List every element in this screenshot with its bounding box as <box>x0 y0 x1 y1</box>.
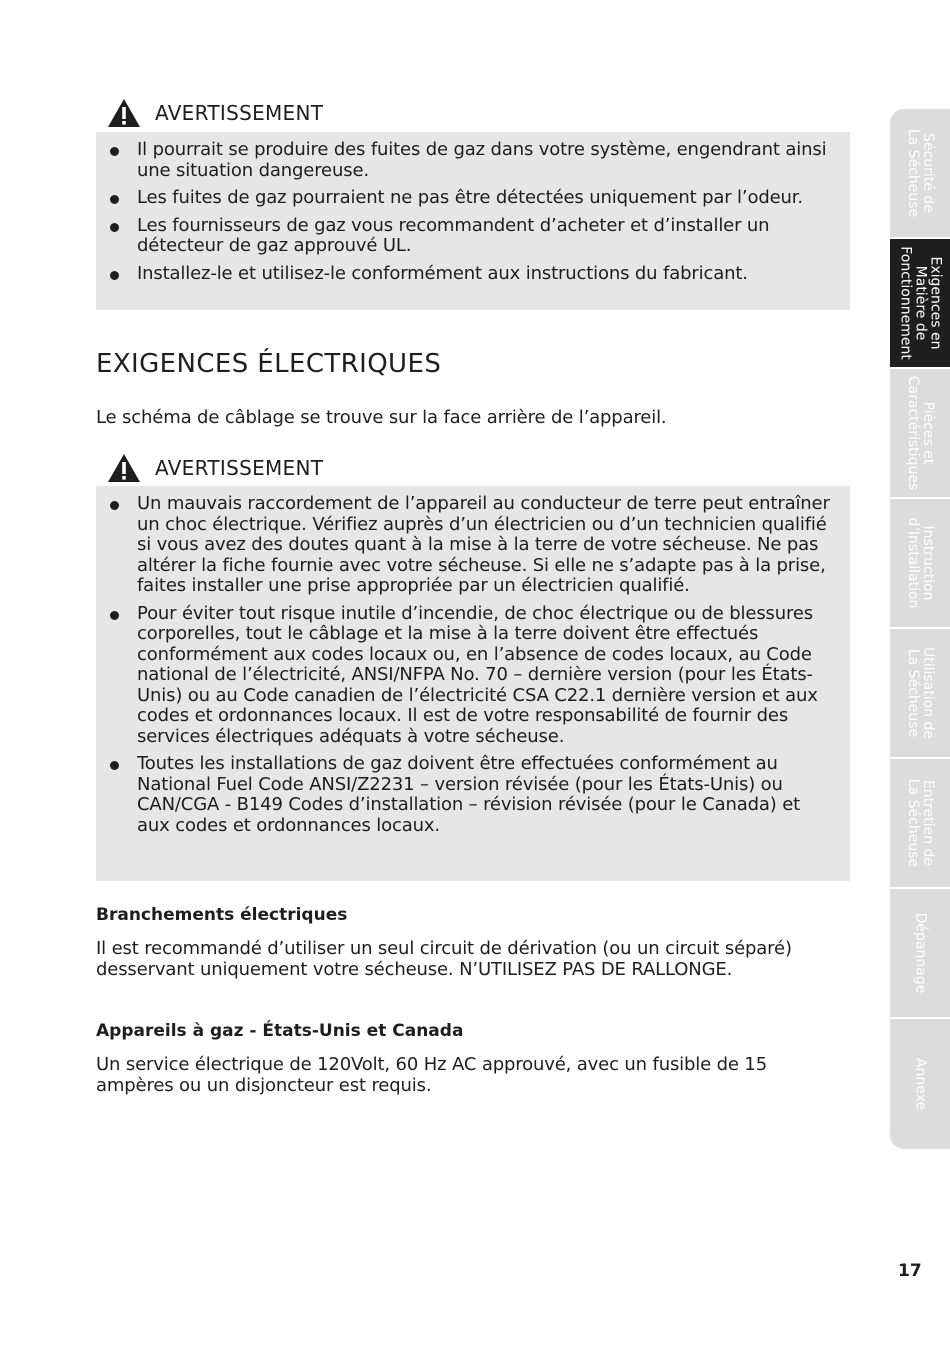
appareils-gaz-heading: Appareils à gaz - États-Unis et Canada <box>96 1021 464 1041</box>
warning-triangle-icon <box>107 98 141 128</box>
warning-item: Installez-le et utilisez-le conformément aux instructions du fabricant. <box>110 264 838 285</box>
tab-label: Entretien de La Sécheuse <box>905 778 936 868</box>
warning-list-1 <box>110 140 838 284</box>
warning-title: AVERTISSEMENT <box>155 101 324 125</box>
tab-label: Exigences en Matière de Fonctionnement <box>897 246 944 360</box>
warning-item: Les fuites de gaz pourraient ne pas être détectées uniquement par l’odeur. <box>110 188 838 209</box>
warning-item: Toutes les installations de gaz doivent être effectuées conformément au National Fuel Code ANSI/Z2231 – version révisée (pour les États-Unis) ou CAN/CGA - B149 Codes d’installation – révision révisée (pour le Canada) et aux codes et ordonnances locaux. <box>110 754 838 836</box>
branchements-heading: Branchements électriques <box>96 905 348 925</box>
tab-label: Utilisation de La Sécheuse <box>905 646 936 740</box>
tab-securite[interactable] <box>890 109 950 239</box>
warning-header-1 <box>107 96 323 130</box>
tab-label: Instruction d’Installation <box>905 517 936 609</box>
warning-item: Un mauvais raccordement de l’appareil au conducteur de terre peut entraîner un choc électrique. Vérifiez auprès d’un électricien ou d’un technicien qualifié si vous avez des doutes quant à la mise à la terre de votre sécheuse. Ne pas altérer la fiche fournie avec votre sécheuse. Si elle ne s’adapte pas à la prise, faites installer une prise appropriée par un électricien qualifié. <box>110 494 838 597</box>
tab-label: Dépannage <box>912 912 929 994</box>
section-title: EXIGENCES ÉLECTRIQUES <box>96 349 442 379</box>
warning-box-2 <box>96 486 850 881</box>
tab-installation[interactable] <box>890 499 950 629</box>
appareils-gaz-text: Un service électrique de 120Volt, 60 Hz AC approuvé, avec un fusible de 15 ampères ou un disjoncteur est requis. <box>96 1054 768 1096</box>
branchements-text: Il est recommandé d’utiliser un seul circuit de dérivation (ou un circuit séparé) desservant uniquement votre sécheuse. N’UTILISEZ PAS DE RALLONGE. <box>96 938 792 980</box>
tab-pieces[interactable] <box>890 369 950 499</box>
tab-depannage[interactable] <box>890 889 950 1019</box>
tab-annexe[interactable] <box>890 1019 950 1149</box>
tab-label: Sécurité de La Sécheuse <box>905 128 936 218</box>
warning-triangle-icon <box>107 453 141 483</box>
warning-title: AVERTISSEMENT <box>155 456 324 480</box>
warning-box-1 <box>96 132 850 310</box>
tab-exigences[interactable] <box>890 239 950 369</box>
warning-item: Il pourrait se produire des fuites de gaz dans votre système, engendrant ainsi une situation dangereuse. <box>110 140 838 181</box>
tab-label: Pièces et Caractéristiques <box>905 375 936 491</box>
tab-label: Annexe <box>912 1057 929 1111</box>
warning-item: Pour éviter tout risque inutile d’incendie, de choc électrique ou de blessures corporelles, tout le câblage et la mise à la terre doivent être effectués conformément aux codes locaux ou, en l’absence de codes locaux, au Code national de l’électricité, ANSI/NFPA No. 70 – dernière version (pour les États-Unis) ou au Code canadien de l’électricité CSA C22.1 dernière version et aux codes et ordonnances locaux. Il est de votre responsabilité de fournir des services électriques adéquats à votre sécheuse. <box>110 604 838 748</box>
page-number: 17 <box>898 1261 922 1281</box>
warning-list-2 <box>110 494 838 836</box>
tab-entretien[interactable] <box>890 759 950 889</box>
warning-item: Les fournisseurs de gaz vous recommandent d’acheter et d’installer un détecteur de gaz approuvé UL. <box>110 216 838 257</box>
warning-header-2 <box>107 451 323 485</box>
section-intro: Le schéma de câblage se trouve sur la face arrière de l’appareil. <box>96 407 667 428</box>
tab-utilisation[interactable] <box>890 629 950 759</box>
side-tabs <box>890 109 950 1149</box>
